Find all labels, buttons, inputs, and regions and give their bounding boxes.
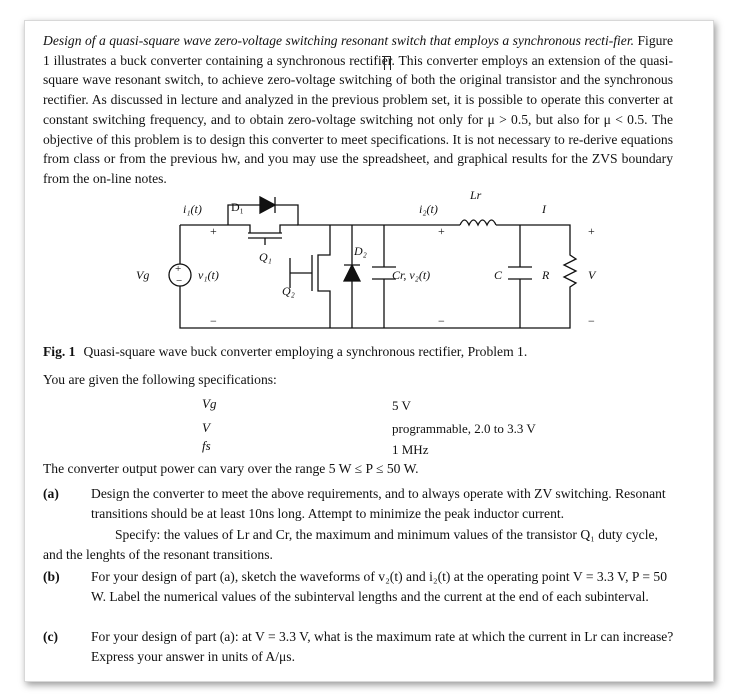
svg-text:−: − (176, 275, 183, 287)
c-capacitor-icon (508, 225, 532, 328)
spec-symbol-vg (202, 396, 216, 412)
problem-title: Design of a quasi-square wave zero-voltage switching resonant switch that employs a synchronous recti-fier. (43, 33, 635, 48)
label-c: C (494, 268, 503, 282)
plus-v1: + (210, 224, 217, 238)
part-label: (a) (43, 486, 59, 501)
svg-text:+: + (175, 263, 182, 275)
minus-v1: − (210, 314, 217, 328)
part-label: (c) (43, 629, 59, 644)
figure-label: Fig. 1 (43, 344, 76, 359)
label-v1: v₁(t) (198, 268, 219, 282)
label-i1: i₁(t) (183, 202, 202, 216)
problem-body: Figure 1 illustrates a buck converter containing a synchronous rectifier. This converter employs an extension of the quasi-square wave resonant switch, to achieve zero-voltage switching of both the original transistor and the synchronous rectifier. As discussed in lecture and analyzed in the previous problem set, it is possible to operate this converter at constant switching frequency, and to obtain zero-voltage switching not only for μ > 0.5, but also for μ < 0.5. The objective of this problem is to design this converter to meet specifications. It is not necessary to re-derive equations from class or from the previous hw, and you may use the spreadsheet, and graphical results for the ZVS boundary from the on-line notes. (43, 33, 673, 186)
spec-value-fs: 1 MHz (392, 442, 429, 457)
problem-intro (43, 31, 673, 189)
label-i2: i₂(t) (419, 202, 438, 216)
plus-v2: + (438, 224, 445, 238)
circuit-diagram (130, 183, 610, 338)
label-d1: D₁ (231, 200, 244, 214)
spec-value-v: programmable, 2.0 to 3.3 V (392, 421, 536, 436)
plus-v: + (588, 224, 595, 238)
given-intro: You are given the following specifications: (43, 372, 277, 387)
spec-value-vg: 5 V (392, 398, 411, 413)
q1-wires (228, 225, 298, 233)
label-lr: Lr (470, 188, 482, 202)
spec-symbol-v (202, 420, 210, 436)
spec-symbol: fs (202, 438, 211, 453)
part-text: For your design of part (a), sketch the waveforms of v₂(t) and i₂(t) at the operating point V = 3.3 V, P = 50 W. Label the numerical values of the subinterval lengths and the current at the end of each subinterval. (91, 569, 668, 604)
spec-symbol-fs (202, 438, 211, 454)
part-text: For your design of part (a): at V = 3.3 V, what is the maximum rate at which the current in Lr can increase? Express your answer in units of A/μs. (91, 629, 674, 664)
part-label: (b) (43, 569, 60, 584)
q1-transistor-icon (248, 233, 282, 245)
spec-symbol: V (202, 420, 210, 435)
minus-v: − (588, 314, 595, 328)
label-d2: D₂ (354, 244, 367, 258)
power-range: The converter output power can vary over the range 5 W ≤ P ≤ 50 W. (43, 461, 419, 476)
label-v: V (588, 268, 596, 282)
d2-diode-icon (344, 265, 360, 281)
spec-symbol: Vg (202, 396, 217, 411)
text-cursor-icon (384, 56, 391, 70)
label-q1: Q₁ (259, 250, 272, 264)
label-cr: Cr, v₂(t) (392, 268, 431, 282)
specify-paragraph: Specify: the values of Lr and Cr, the maximum and minimum values of the transistor Q₁ duty cycle, and the lenghts of the resonant transitions. (43, 527, 658, 562)
label-r: R (542, 268, 550, 282)
q2-wires (318, 225, 330, 328)
figure-caption-text: Quasi-square wave buck converter employing a synchronous rectifier, Problem 1. (83, 344, 528, 359)
label-q2: Q₂ (282, 284, 295, 298)
lr-inductor-icon (460, 220, 496, 225)
figure-caption (43, 344, 527, 360)
d1-diode-icon (260, 197, 275, 213)
label-i: I (542, 202, 546, 216)
minus-v2: − (438, 314, 445, 328)
label-vg: Vg (136, 268, 150, 282)
part-text: Design the converter to meet the above requirements, and to always operate with ZV switching. Resonant transitions should be at least 10ns long. Attempt to minimize the peak inductor current. (91, 486, 666, 521)
